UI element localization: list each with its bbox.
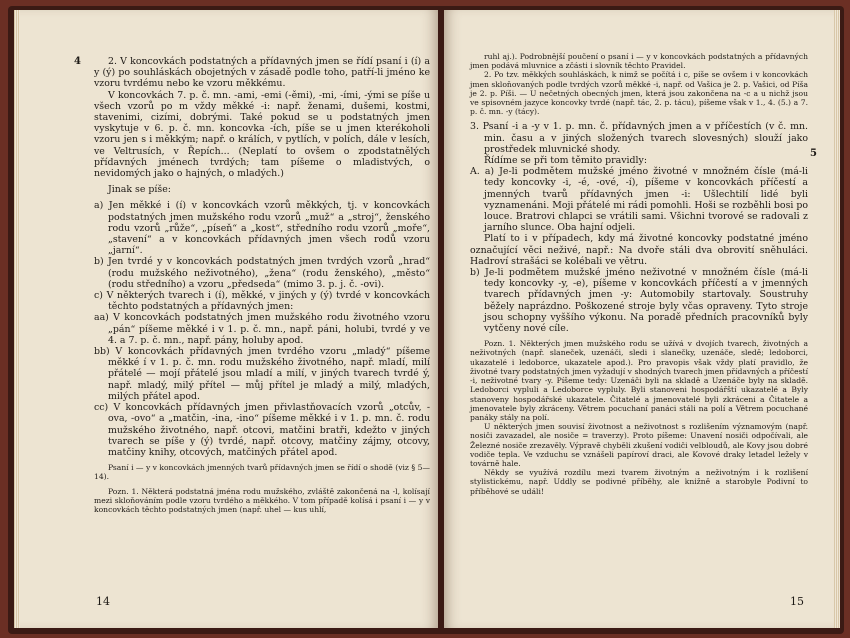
page-number: 15 xyxy=(790,595,804,608)
left-page xyxy=(14,10,438,628)
paragraph: a) Jen měkké i (í) v koncovkách vzorů měkkých, tj. v koncovkách podstatných jmen mužského rodu vzorů „muž“ a „stroj“, ženského rodu vzorů „růže“, „píseň“ a „kost“, středního rodu vzorů „moře“, „stavení“ a v koncovkách přídavných jmen všech rodů vzoru „jarní“. xyxy=(94,200,430,257)
margin-number: 5 xyxy=(810,148,817,159)
margin-number: 4 xyxy=(74,56,81,67)
paragraph: A. a) Je-li podmětem mužské jméno životné v množném čísle (má-li tedy koncovky -i, -é, -ové, -í), píšeme v koncovkách příčestí a jmenných tvarů přídavných jmen -i: Ušlechtilí lidé byli vyznamenáni. Moji přátelé mi rádi pomohli. Hoši se rozběhli bosi po louce. Bratrovi chlapci se vrátili sami. Všichni tvorové se radovali z jarního slunce. Oba hajní odjeli. xyxy=(470,166,809,234)
page-number: 14 xyxy=(96,595,110,608)
footnote: Pozn. 1. Některých jmen mužského rodu se užívá v dvojích tvarech, životných a neživotných (např. slaneček, uzenáči, sledi i slanečky, uzenáče, sledě; ledoborci, ukazatelé i ledoborce, ukazatele apod.). Pro pravopis však vždy platí pravidlo, že životné tvary podstatných jmen vyžadují v shodných tvarech jmen přídavných a příčestí -i, neživotné tvary -y. Píšeme tedy: Uzenáči byli na skladě a Uzenáče byly na skladě. Ledoborci vypluli a Ledoborce vypluly. Byli stanoveni hospodářští ukazatelé a Byly stanoveny hospodářské ukazatele. Čitatelé a jmenovatelé byli zkráceni a Čitatele a jmenovatele byly zkráceny. Větrem pocuchaní panáci stáli na polí a Větrem pocuchané panáky stály na polí. xyxy=(470,339,808,422)
paragraph: Jinak se píše: xyxy=(108,184,171,196)
small-note: ruhl aj.). Podrobnější poučení o psaní i — y v koncovkách podstatných a přídavných jmen podává mluvnice a zčásti i slovník těchto Pravidel. xyxy=(470,52,808,71)
paragraph: b) Je-li podmětem mužské jméno neživotné v množném čísle (má-li tedy koncovky -y, -e), píšeme v koncovkách příčestí a v jmenných tvarech přídavných jmen -y: Automobily startovaly. Soustruhy běžely naprázdno. Poškozené stroje byly včas opraveny. Tyto stroje jsou schopny vyššího výkonu. Na poradě předních pracovníků byly vytčeny nové cíle. xyxy=(470,267,808,335)
footnote: Pozn. 1. Některá podstatná jména rodu mužského, zvláště zakončená na -l, kolísají mezi skloňováním podle vzoru tvrdého a měkkého. V tom případě kolísá i psaní i — y v koncovkách těchto podstatných jmen (např. uhel — kus uhlí, xyxy=(94,486,430,514)
footnote: U některých jmen souvisí životnost a neživotnost s rozlišením významovým (např. nosiči zavazadel, ale nosiče = traverzy). Proto píšeme: Unavení nosiči odpočívali, ale Železné nosiče zrezavěly. Výpravě chyběli zkušení vodiči velbloudů, ale Kovy jsou dobré vodiče tepla. Ve vzduchu se vznášeli papíroví draci, ale Kovové draky letadel ležely v továrně hale. xyxy=(470,422,809,468)
paragraph: 2. V koncovkách podstatných a přídavných jmen se řídí psaní i (í) a y (ý) po souhláskách obojetných v zásadě podle toho, patří-li jméno ke vzoru tvrdému nebo ke vzoru měkkému. xyxy=(94,56,430,90)
right-column xyxy=(470,52,808,496)
paragraph: Platí to i v případech, kdy má životné koncovky podstatné jméno označující věci neživé, např.: Na dvoře stáli dva obrovití sněhuláci. Hadroví strašáci se kolébali ve větru. xyxy=(470,233,808,267)
paragraph: bb) V koncovkách přídavných jmen tvrdého vzoru „mladý“ píšeme měkké í v 1. p. č. mn. rodu mužského životného, např. mladí, milí přátelé — mojí přátelé jsou mladí a milí, v jiných tvarech tvrdé ý, např. mladý, milý přítel — můj přítel je mladý a milý, mladých, milých přátel apod. xyxy=(94,346,430,402)
paragraph: 3. Psaní -i a -y v 1. p. mn. č. přídavných jmen a v příčestích (v č. mn. min. času a v jiných složených tvarech slovesných) slouží jako prostředek mluvnické shody. xyxy=(470,121,808,155)
paragraph: c) V některých tvarech i (í), měkké, v jiných y (ý) tvrdé v koncovkách těchto podstatných a přídavných jmen: xyxy=(94,290,430,313)
paragraph: aa) V koncovkách podstatných jmen mužského rodu životného vzoru „pán“ píšeme měkké i v 1. p. č. mn., např. páni, holubi, tvrdé y ve 4. a 7. p. č. mn., např. pány, holuby apod. xyxy=(94,312,430,346)
page-edge xyxy=(834,10,840,628)
paragraph: Řídíme se při tom těmito pravidly: xyxy=(484,155,647,167)
small-note: Psaní i — y v koncovkách jmenných tvarů přídavných jmen se řídí o shodě (viz § 5—14). xyxy=(94,463,430,482)
paragraph: cc) V koncovkách přídavných jmen přivlastňovacích vzorů „otcův, -ova, -ovo“ a „matčin, -ina, -ino“ píšeme měkké i v 1. p. mn. č. rodu mužského životného, např. otcovi, matčini bratři, kdežto v jiných tvarech se píše y (ý) tvrdé, např. otcovy, matčiny zájmy, otcovy, matčiny knihy, otcových, matčiných přátel apod. xyxy=(94,402,430,458)
paragraph: b) Jen tvrdé y v koncovkách podstatných jmen tvrdých vzorů „hrad“ (rodu mužského neživotného), „žena“ (rodu ženského), „město“ (rodu středního) a vzoru „předseda“ (mimo 3. p. j. č. -ovi). xyxy=(94,256,430,290)
small-note: 2. Po tzv. měkkých souhláskách, k nimž se počítá i c, píše se ovšem i v koncovkách jmen skloňovaných podle tvrdých vzorů měkké -i, např. od Vašica je 2. p. Vašici, od Píša je 2. p. Píši. — U nečetných obecných jmen, která jsou zakončena na -c a u nichž jsou ve spisovném jazyce koncovky tvrdé (např. tác, 2. p. tácu), píšeme však v 1., 4. (5.) a 7. p. č. mn. -y (tácy). xyxy=(470,70,808,117)
right-page xyxy=(444,10,840,628)
footnote: Někdy se využívá rozdílu mezi tvarem životným a neživotným i k rozlišení stylistickému, např. Uddly se podivné příběhy, ale knižně a starobyle Podivní to příběhové se událi! xyxy=(470,468,808,496)
page-edge xyxy=(14,10,20,628)
left-column xyxy=(94,56,430,514)
paragraph: V koncovkách 7. p. č. mn. -ami, -emi (-ěmi), -mi, -ími, -ými se píše u všech vzorů po m vždy měkké -i: např. ženami, dušemi, kostmi, stavenimi, cizími, dobrými. Také pokud se u podstatných jmen vyskytuje v 6. p. č. mn. koncovka -ích, píše se u jmen kterékoholi vzoru jen s i měkkým; např. o králích, v pytlích, v polích, dále v lesích, ve Veltrusích, v Řepích... (Neplatí to ovšem o zpodstatnělých přídavných jménech tvrdých; tam píšeme o mladistvých, o nevidomých jako o hajných, o mladých.) xyxy=(94,89,430,180)
